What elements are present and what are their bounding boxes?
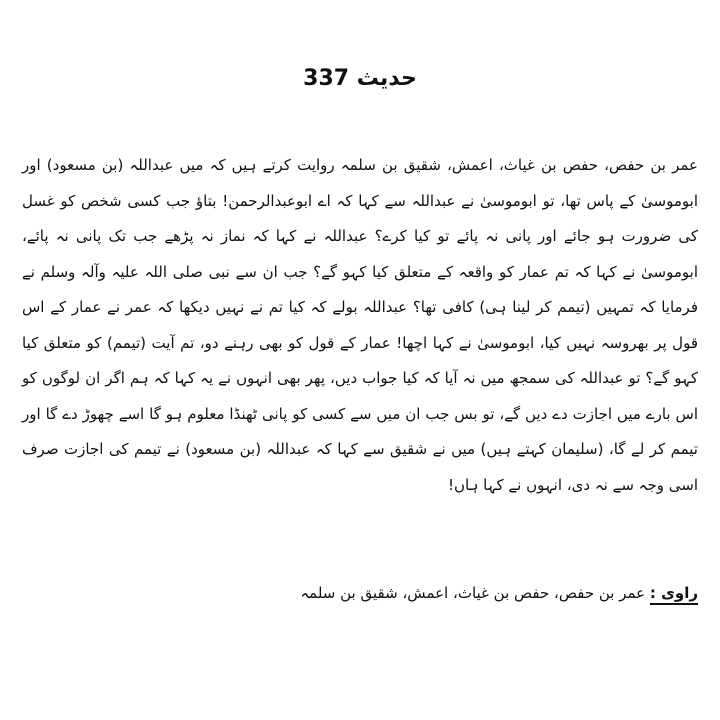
hadith-text: عمر بن حفص، حفص بن غیاث، اعمش، شقیق بن سلمہ روایت کرتے ہیں کہ میں عبداللہ (بن مسعود) اور ابوموسیٰ کے پاس تھا، تو ابوموسیٰ نے عبداللہ سے کہا کہ اے ابوعبدالرحمن! بتاؤ جب کسی شخص کو غسل کی ضرورت ہو جائے اور پانی نہ پائے تو کیا کرے؟ عبداللہ نے کہا کہ نماز نہ پڑھے جب تک پانی نہ پائے، ابوموسیٰ نے کہا کہ تم عمار کو واقعہ کے متعلق کیا کہو گے؟ جب ان سے نبی صلی اللہ علیہ وآلہ وسلم نے فرمایا کہ تمہیں (تیمم کر لینا ہی) کافی تھا؟ عبداللہ بولے کہ کیا تم نے نہیں دیکھا کہ عمر نے عمار کے اس قول پر بھروسہ نہیں کیا، ابوموسیٰ نے کہا اچھا! عمار کے قول کو بھی رہنے دو، تم آیت (تیمم) کو متعلق کیا کہو گے؟ تو عبداللہ کی سمجھ میں نہ آیا کہ کیا جواب دیں، پھر بھی انہوں نے یہ کہا کہ ہم اگر ان لوگوں کو اس بارے میں اجازت دے دیں گے، تو بس جب ان میں سے کسی کو پانی ٹھنڈا معلوم ہو گا اسے چھوڑ دے گا اور تیمم کر لے گا، (سلیمان کہتے ہیں) میں نے شقیق سے کہا کہ عبداللہ (بن مسعود) نے تیمم کی اجازت صرف اسی وجہ سے نہ دی، انہوں نے کہا ہاں! bbox=[22, 156, 698, 494]
narrators-line bbox=[260, 580, 698, 606]
page-title: حدیث 337 bbox=[303, 66, 417, 91]
narrators-names: عمر بن حفص، حفص بن غیاث، اعمش، شقیق بن سلمہ bbox=[300, 584, 646, 602]
narrators-label: راوی : bbox=[650, 584, 698, 605]
